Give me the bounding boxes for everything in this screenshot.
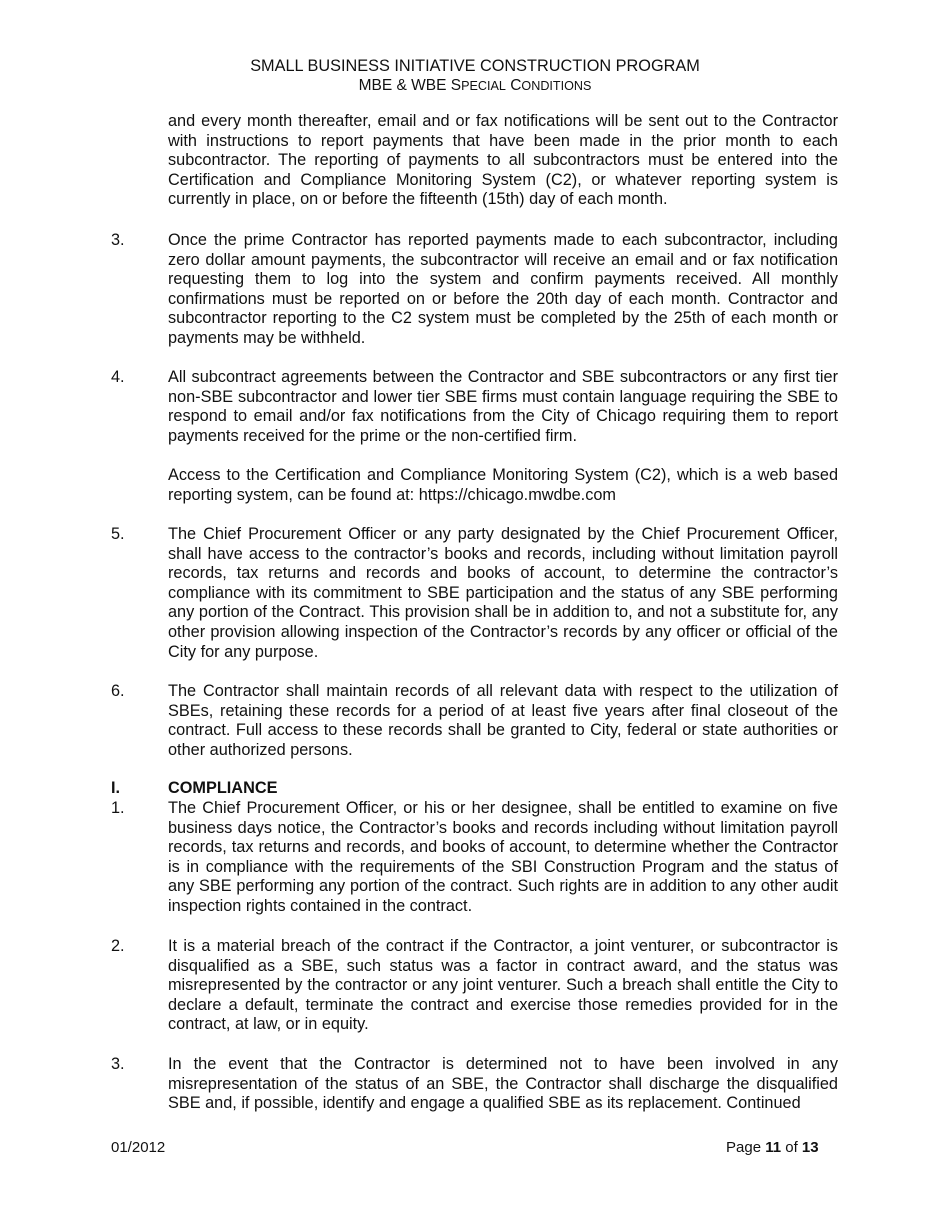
page-number: Page 11 of 13 — [726, 1139, 819, 1156]
access-paragraph: Access to the Certification and Compliance Monitoring System (C2), which is a web based reporting system, can be found at: https://chicago.mwdbe.com — [168, 466, 838, 504]
item-number: 6. — [111, 682, 125, 700]
item-paragraph: All subcontract agreements between the Contractor and SBE subcontractors or any first tier non-SBE subcontractor and lower tier SBE firms must contain language requiring the SBE to respond to email and/or fax notifications from the City of Chicago requiring them to report payments received for the prime or the non-certified firm. — [168, 368, 838, 445]
section-title: COMPLIANCE — [168, 779, 278, 797]
compliance-number: 3. — [111, 1055, 125, 1073]
footer-date: 01/2012 — [111, 1139, 166, 1156]
item-number: 4. — [111, 368, 125, 386]
compliance-paragraph: In the event that the Contractor is determined not to have been involved in any misrepresentation of the status of an SBE, the Contractor shall discharge the disqualified SBE and, if possible, identify and engage a qualified SBE as its replacement. Continued — [168, 1055, 838, 1113]
item-number: 3. — [111, 231, 125, 249]
header-subtitle: MBE & WBE SPECIAL CONDITIONS — [358, 77, 592, 94]
intro-paragraph: and every month thereafter, email and or fax notifications will be sent out to the Contractor with instructions to report payments that have been made in the prior month to each subcontractor. The reporting of payments to all subcontractors must be entered into the Certification and Compliance Monitoring System (C2), or whatever reporting system is currently in place, on or before the fifteenth (15th) day of each month. — [168, 112, 838, 209]
item-paragraph: The Contractor shall maintain records of all relevant data with respect to the utilization of SBEs, retaining these records for a period of at least five years after final closeout of the contract. Full access to these records shall be granted to City, federal or state authorities or other authorized persons. — [168, 682, 838, 759]
compliance-paragraph: The Chief Procurement Officer, or his or her designee, shall be entitled to examine on five business days notice, the Contractor’s books and records including without limitation payroll records, tax returns and records, and books of account, to determine whether the Contractor is in compliance with the requirements of the SBI Construction Program and the status of any SBE performing any portion of the contract. Such rights are in addition to any other audit inspection rights contained in the contract. — [168, 799, 838, 915]
section-number: I. — [111, 779, 121, 797]
item-paragraph: The Chief Procurement Officer or any party designated by the Chief Procurement Officer, shall have access to the contractor’s books and records, including without limitation payroll records, tax returns and records and books of account, to determine the contractor’s compliance with its commitment to SBE participation and the status of any SBE performing any portion of the Contract. This provision shall be in addition to, and not a substitute for, any other provision allowing inspection of the Contractor’s records by any officer or official of the City for any purpose. — [168, 525, 838, 661]
item-paragraph: Once the prime Contractor has reported payments made to each subcontractor, including zero dollar amount payments, the subcontractor will receive an email and or fax notification requesting them to log into the system and confirm payments received. All monthly confirmations must be reported on or before the 20th day of each month. Contractor and subcontractor reporting to the C2 system must be completed by the 25th of each month or payments may be withheld. — [168, 231, 838, 347]
header-title: SMALL BUSINESS INITIATIVE CONSTRUCTION PROGRAM — [250, 57, 700, 75]
compliance-number: 1. — [111, 799, 125, 817]
compliance-number: 2. — [111, 937, 125, 955]
section-heading — [111, 779, 277, 799]
compliance-paragraph: It is a material breach of the contract if the Contractor, a joint venturer, or subcontractor is disqualified as a SBE, such status was a factor in contract award, and the status was misrepresented by the contractor or any joint venturer. Such a breach shall entitle the City to declare a default, terminate the contract and exercise those remedies provided for in the contract, at law, or in equity. — [168, 937, 838, 1034]
item-number: 5. — [111, 525, 125, 543]
page-header — [0, 57, 950, 96]
